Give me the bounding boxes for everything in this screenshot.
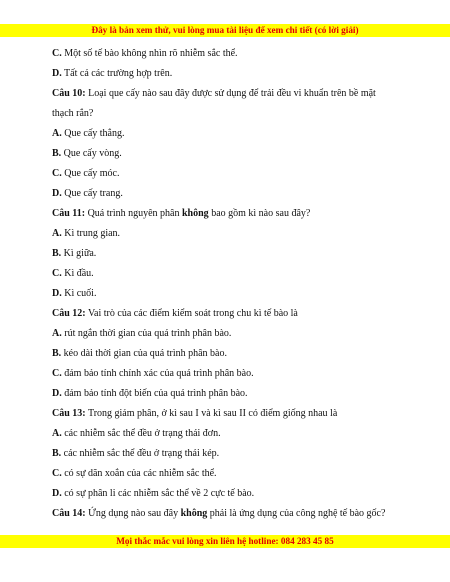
emphasis-word: không (182, 208, 209, 219)
question-number: Câu 11: (52, 208, 86, 219)
question-text: Quá trình nguyên phân (85, 208, 182, 219)
emphasis-word: không (180, 508, 208, 519)
question-text: Ứng dụng nào sau đây (85, 508, 181, 519)
question-12 (52, 308, 412, 320)
option-a (52, 228, 412, 240)
option-text: Que cấy thẳng. (61, 128, 125, 139)
question-text-continued: thạch rắn? (52, 108, 94, 119)
option-text: Kì đầu. (61, 268, 94, 279)
option-text: kéo dài thời gian của quá trình phân bào. (61, 348, 227, 359)
option-text: Que cấy trang. (61, 188, 123, 199)
option-letter: D. (52, 288, 62, 299)
option-text: Que cấy móc. (61, 168, 120, 179)
option-text: các nhiễm sắc thể đều ở trạng thái kép. (61, 448, 220, 459)
option-letter: C. (52, 48, 62, 59)
question-13 (52, 408, 412, 420)
option-letter: D. (52, 188, 62, 199)
question-14 (52, 508, 412, 520)
option-d (52, 488, 412, 500)
option-text: Một số tế bào không nhìn rõ nhiễm sắc thể. (61, 48, 238, 59)
option-d (52, 68, 412, 80)
option-text: Kì giữa. (61, 248, 97, 259)
option-letter: D. (52, 488, 62, 499)
option-text: có sự phân li các nhiễm sắc thể về 2 cực tế bào. (61, 488, 255, 499)
option-letter: B. (52, 348, 62, 359)
option-text: rút ngắn thời gian của quá trình phân bào. (61, 328, 232, 339)
question-number: Câu 10: (52, 88, 86, 99)
option-letter: C. (52, 468, 62, 479)
option-a (52, 428, 412, 440)
hotline-banner: Mọi thắc mắc vui lòng xin liên hệ hotline: 084 283 45 85 (0, 535, 450, 548)
option-letter: B. (52, 148, 62, 159)
option-letter: A. (52, 328, 62, 339)
option-c (52, 48, 412, 60)
option-letter: C. (52, 268, 62, 279)
option-text: Kì trung gian. (61, 228, 121, 239)
option-letter: D. (52, 68, 62, 79)
option-d (52, 188, 412, 200)
option-letter: D. (52, 388, 62, 399)
option-letter: A. (52, 128, 62, 139)
option-letter: B. (52, 448, 62, 459)
option-text: đảm bảo tính đột biến của quá trình phân bào. (61, 388, 248, 399)
option-d (52, 288, 412, 300)
option-b (52, 148, 412, 160)
question-11 (52, 208, 412, 220)
question-10 (52, 88, 412, 120)
question-number: Câu 13: (52, 408, 86, 419)
option-d (52, 388, 412, 400)
option-a (52, 328, 412, 340)
document-body (52, 48, 412, 528)
question-text-end: bao gồm kì nào sau đây? (208, 208, 311, 219)
option-text: có sự dãn xoắn của các nhiễm sắc thể. (61, 468, 217, 479)
question-text: Vai trò của các điểm kiểm soát trong chu kì tế bào là (85, 308, 298, 319)
question-number: Câu 14: (52, 508, 86, 519)
option-text: đảm bảo tính chính xác của quá trình phân bào. (61, 368, 254, 379)
option-letter: A. (52, 428, 62, 439)
option-c (52, 368, 412, 380)
option-letter: B. (52, 248, 62, 259)
option-c (52, 468, 412, 480)
question-text-end: phải là ứng dụng của công nghệ tế bào gốc? (207, 508, 386, 519)
option-letter: C. (52, 368, 62, 379)
option-b (52, 248, 412, 260)
option-a (52, 128, 412, 140)
option-c (52, 168, 412, 180)
option-text: Que cấy vòng. (61, 148, 122, 159)
option-b (52, 348, 412, 360)
option-letter: A. (52, 228, 62, 239)
option-letter: C. (52, 168, 62, 179)
question-number: Câu 12: (52, 308, 86, 319)
option-text: Tất cả các trường hợp trên. (61, 68, 173, 79)
question-text: Trong giảm phân, ở kì sau I và kì sau II có điểm giống nhau là (85, 408, 338, 419)
option-c (52, 268, 412, 280)
option-text: các nhiễm sắc thể đều ở trạng thái đơn. (61, 428, 221, 439)
option-b (52, 448, 412, 460)
preview-banner: Đây là bản xem thử, vui lòng mua tài liệu để xem chi tiết (có lời giải) (0, 24, 450, 37)
option-text: Kì cuối. (61, 288, 97, 299)
question-text: Loại que cấy nào sau đây được sử dụng để trải đều vi khuẩn trên bề mặt (85, 88, 376, 99)
